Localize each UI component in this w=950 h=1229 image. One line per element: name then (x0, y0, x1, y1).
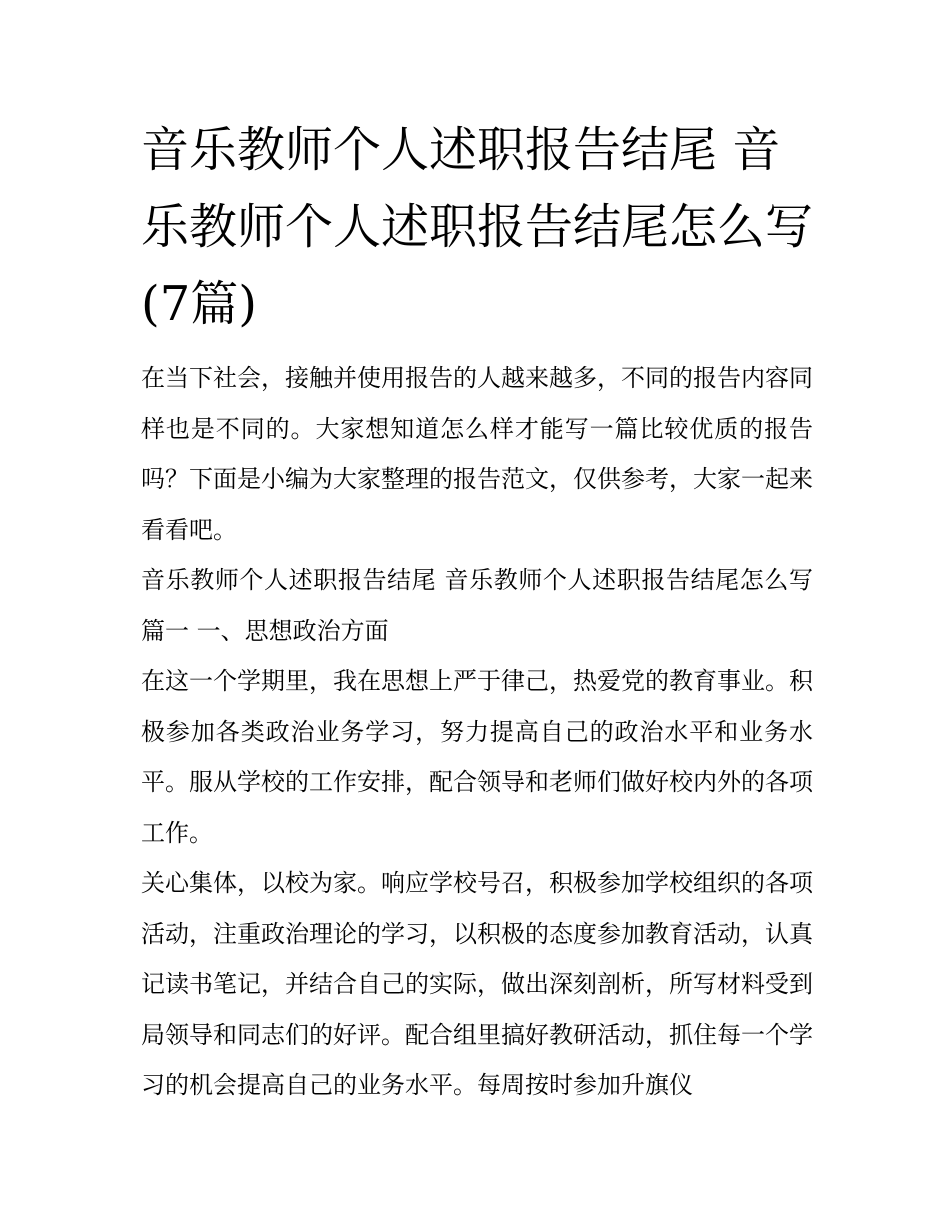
intro-paragraph: 在当下社会，接触并使用报告的人越来越多，不同的报告内容同样也是不同的。大家想知道怎么样才能写一篇比较优质的报告吗？下面是小编为大家整理的报告范文，仅供参考，大家一起来看看吧。 (141, 364, 813, 544)
document-body (141, 112, 813, 1111)
section-heading: 音乐教师个人述职报告结尾 音乐教师个人述职报告结尾怎么写篇一 一、思想政治方面 (141, 566, 813, 645)
document-title: 音乐教师个人述职报告结尾 音乐教师个人述职报告结尾怎么写(7篇) (141, 122, 814, 332)
body-paragraph: 在这一个学期里，我在思想上严于律己，热爱党的教育事业。积极参加各类政治业务学习，努力提高自己的政治水平和业务水平。服从学校的工作安排，配合领导和老师们做好校内外的各项工作。 (141, 667, 813, 847)
body-paragraph: 关心集体，以校为家。响应学校号召，积极参加学校组织的各项活动，注重政治理论的学习，以积极的态度参加教育活动，认真记读书笔记，并结合自己的实际，做出深刻剖析，所写材料受到局领导和同志们的好评。配合组里搞好教研活动，抓住每一个学习的机会提高自己的业务水平。每周按时参加升旗仪 (141, 869, 813, 1099)
